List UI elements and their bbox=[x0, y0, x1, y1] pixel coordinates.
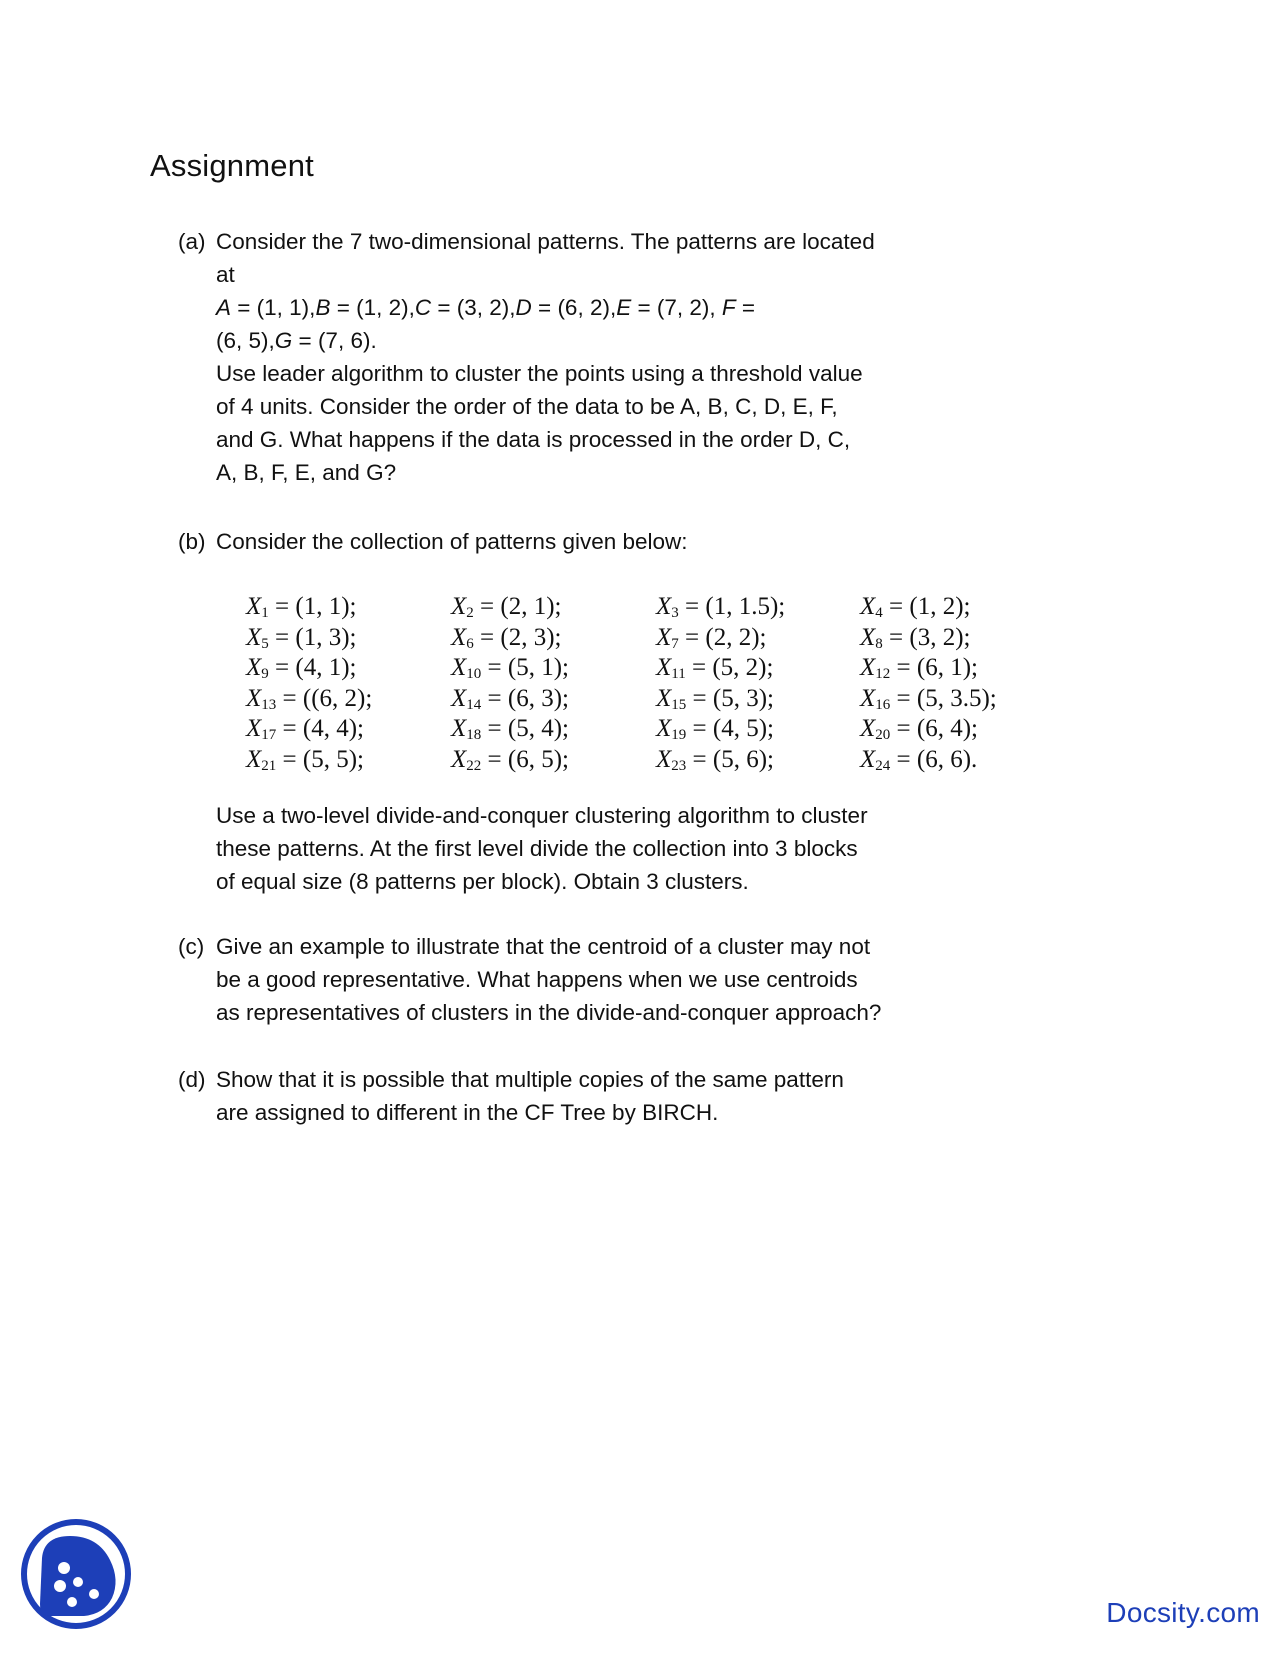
point-value: = (3, 2), bbox=[431, 295, 516, 320]
point-value: = (1, 2), bbox=[330, 295, 415, 320]
pattern-value: = (1, 3); bbox=[268, 623, 357, 651]
pattern-index: 20 bbox=[875, 727, 891, 743]
pattern-value: = (1, 1.5); bbox=[678, 593, 786, 620]
pattern-value: = (5, 5); bbox=[276, 745, 364, 773]
pattern-index: 23 bbox=[671, 757, 687, 774]
point-name: F bbox=[721, 295, 736, 320]
pattern-symbol: X bbox=[860, 654, 876, 681]
pattern-value: = (6, 1); bbox=[890, 654, 978, 681]
pattern-value: = (5, 3); bbox=[686, 684, 774, 712]
pattern-index: 6 bbox=[466, 635, 474, 652]
pattern-index: 22 bbox=[466, 757, 482, 774]
pattern-value: = (1, 1); bbox=[268, 593, 357, 620]
pattern-symbol: X bbox=[860, 745, 876, 773]
question-text-line: and G. What happens if the data is processed in the order D, C, bbox=[216, 427, 851, 452]
pattern-symbol: X bbox=[451, 745, 467, 773]
question-text-line: A, B, F, E, and G? bbox=[216, 460, 397, 485]
pattern-symbol: X bbox=[860, 623, 876, 651]
pattern-value: = (3, 2); bbox=[882, 623, 971, 651]
pattern-symbol: X bbox=[451, 715, 467, 742]
pattern-index: 9 bbox=[261, 666, 269, 682]
pattern-symbol: X bbox=[246, 593, 262, 620]
pattern-symbol: X bbox=[246, 684, 262, 712]
pattern-symbol: X bbox=[860, 715, 876, 742]
pattern-row bbox=[246, 684, 1026, 715]
question-text-line: Use a two-level divide-and-conquer clustering algorithm to cluster bbox=[216, 803, 868, 828]
pattern-value: = (5, 4); bbox=[481, 715, 569, 742]
pattern-value: = (4, 5); bbox=[686, 715, 774, 742]
pattern-index: 12 bbox=[875, 666, 891, 682]
pattern-value: = (6, 5); bbox=[481, 745, 569, 773]
point-value: = (7, 2), bbox=[631, 295, 722, 320]
pattern-value: = ((6, 2); bbox=[276, 684, 373, 712]
pattern-row bbox=[246, 714, 1026, 745]
pattern-symbol: X bbox=[656, 623, 672, 651]
point-name: D bbox=[515, 295, 532, 320]
pattern-symbol: X bbox=[656, 593, 672, 620]
question-text-line: these patterns. At the first level divide the collection into 3 blocks bbox=[216, 836, 858, 861]
pattern-index: 11 bbox=[671, 666, 686, 682]
pattern-symbol: X bbox=[451, 684, 467, 712]
question-label: (b) bbox=[178, 529, 206, 554]
pattern-index: 5 bbox=[261, 635, 269, 652]
pattern-symbol: X bbox=[860, 593, 876, 620]
pattern-index: 13 bbox=[261, 696, 277, 713]
pattern-index: 3 bbox=[671, 605, 679, 621]
docsity-logo-icon[interactable] bbox=[20, 1518, 132, 1630]
patterns-table bbox=[246, 592, 1026, 775]
pattern-cell bbox=[451, 745, 569, 782]
pattern-index: 19 bbox=[671, 727, 687, 743]
pattern-index: 15 bbox=[671, 696, 687, 713]
pattern-row bbox=[246, 623, 1026, 654]
pattern-value: = (6, 3); bbox=[481, 684, 569, 712]
pattern-index: 17 bbox=[261, 727, 277, 743]
pattern-value: = (5, 1); bbox=[481, 654, 569, 681]
question-label: (c) bbox=[178, 934, 205, 959]
pattern-cell bbox=[656, 745, 774, 782]
pattern-value: = (5, 2); bbox=[685, 654, 774, 681]
pattern-value: = (2, 1); bbox=[473, 593, 562, 620]
question-text-line: are assigned to different in the CF Tree by BIRCH. bbox=[216, 1100, 719, 1125]
pattern-symbol: X bbox=[860, 684, 876, 712]
point-value: = bbox=[735, 295, 756, 320]
question-text-line: Use leader algorithm to cluster the points using a threshold value bbox=[216, 361, 863, 386]
pattern-symbol: X bbox=[451, 623, 467, 651]
point-value: = (6, 2), bbox=[531, 295, 617, 320]
question-text-line: be a good representative. What happens when we use centroids bbox=[216, 967, 858, 992]
pattern-row bbox=[246, 745, 1026, 776]
pattern-symbol: X bbox=[656, 715, 672, 742]
pattern-index: 7 bbox=[671, 635, 679, 652]
pattern-index: 4 bbox=[875, 605, 883, 621]
pattern-value: = (5, 3.5); bbox=[890, 684, 997, 712]
question-text-line: as representatives of clusters in the divide-and-conquer approach? bbox=[216, 1000, 882, 1025]
point-name: E bbox=[616, 295, 632, 320]
brand-link[interactable]: Docsity.com bbox=[1106, 1597, 1260, 1628]
pattern-symbol: X bbox=[246, 715, 262, 742]
question-b bbox=[178, 525, 998, 558]
pattern-index: 2 bbox=[466, 605, 474, 621]
question-text-line: of 4 units. Consider the order of the data to be A, B, C, D, E, F, bbox=[216, 394, 838, 419]
pattern-symbol: X bbox=[246, 623, 262, 651]
point-name: B bbox=[315, 295, 331, 320]
pattern-index: 16 bbox=[875, 696, 891, 713]
point-value: (6, 5), bbox=[216, 328, 275, 353]
pattern-index: 18 bbox=[466, 727, 482, 743]
point-value: = (7, 6). bbox=[292, 328, 377, 353]
pattern-value: = (4, 4); bbox=[276, 715, 364, 742]
question-a bbox=[178, 225, 998, 489]
pattern-value: = (4, 1); bbox=[268, 654, 357, 681]
question-text-line: of equal size (8 patterns per block). Obtain 3 clusters. bbox=[216, 869, 749, 894]
pattern-symbol: X bbox=[246, 654, 262, 681]
point-value: = (1, 1), bbox=[231, 295, 316, 320]
question-d bbox=[178, 1063, 998, 1129]
pattern-value: = (2, 2); bbox=[678, 623, 767, 651]
question-text-line: Show that it is possible that multiple copies of the same pattern bbox=[216, 1067, 844, 1092]
point-name: C bbox=[414, 295, 432, 320]
pattern-value: = (1, 2); bbox=[882, 593, 971, 620]
page-title: Assignment bbox=[150, 148, 314, 183]
pattern-index: 21 bbox=[261, 757, 277, 774]
pattern-value: = (6, 6). bbox=[890, 745, 978, 773]
pattern-index: 24 bbox=[875, 757, 891, 774]
pattern-symbol: X bbox=[656, 745, 672, 773]
pattern-value: = (6, 4); bbox=[890, 715, 978, 742]
question-label: (a) bbox=[178, 229, 206, 254]
pattern-value: = (2, 3); bbox=[473, 623, 562, 651]
pattern-cell bbox=[246, 745, 364, 782]
pattern-index: 1 bbox=[261, 605, 269, 621]
pattern-index: 10 bbox=[466, 666, 482, 682]
pattern-row bbox=[246, 592, 1026, 623]
point-name: G bbox=[274, 328, 293, 353]
question-text-line: Consider the 7 two-dimensional patterns. The patterns are located bbox=[216, 229, 875, 254]
question-text-line: Give an example to illustrate that the centroid of a cluster may not bbox=[216, 934, 871, 959]
question-label: (d) bbox=[178, 1067, 206, 1092]
pattern-symbol: X bbox=[656, 654, 672, 681]
pattern-index: 8 bbox=[875, 635, 883, 652]
question-text-line: Consider the collection of patterns given below: bbox=[216, 529, 688, 554]
pattern-symbol: X bbox=[451, 654, 467, 681]
point-name: A bbox=[216, 295, 232, 320]
pattern-cell bbox=[860, 745, 977, 782]
pattern-symbol: X bbox=[451, 593, 467, 620]
pattern-symbol: X bbox=[656, 684, 672, 712]
pattern-index: 14 bbox=[466, 696, 482, 713]
points-line bbox=[216, 291, 998, 324]
pattern-value: = (5, 6); bbox=[686, 745, 774, 773]
pattern-row bbox=[246, 653, 1026, 684]
question-b-instructions bbox=[216, 799, 996, 898]
pattern-symbol: X bbox=[246, 745, 262, 773]
points-line bbox=[216, 324, 998, 357]
question-text-line: at bbox=[216, 262, 235, 287]
question-c bbox=[178, 930, 998, 1029]
